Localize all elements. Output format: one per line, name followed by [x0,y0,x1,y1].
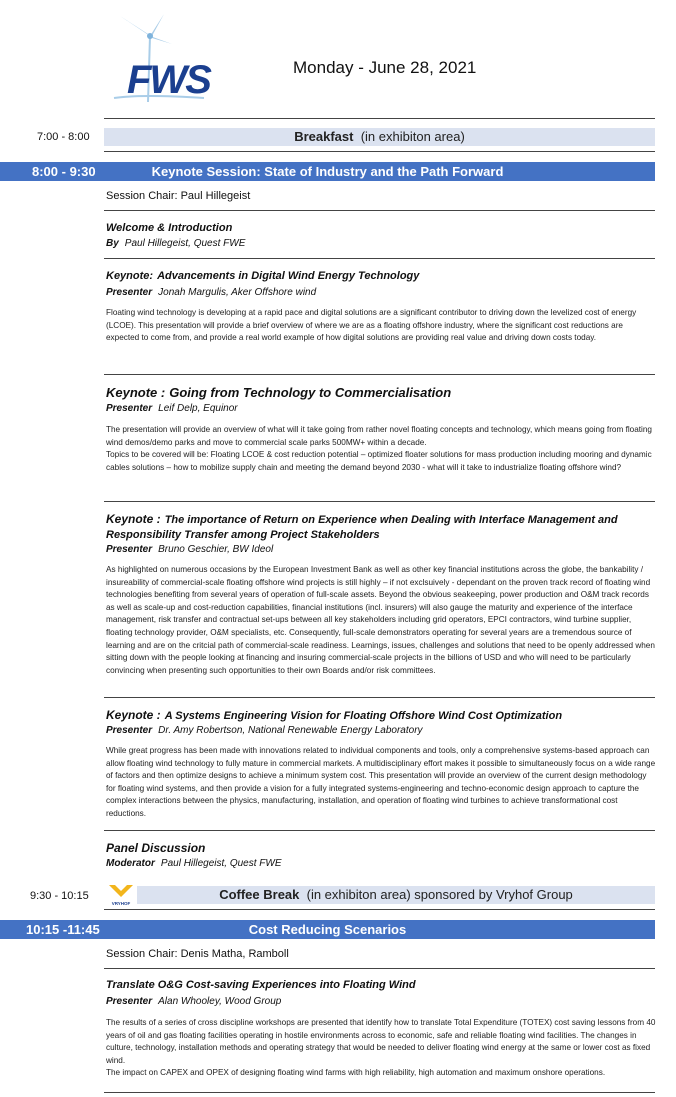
panel-title: Panel Discussion [106,841,206,855]
breakfast-bar [104,128,655,146]
keynote-session-time: 8:00 - 9:30 [32,164,96,179]
breakfast-label: Breakfast [294,129,354,144]
welcome-title: Welcome & Introduction [106,222,233,234]
talk-abstract: The presentation will provide an overview of what will it take going from rather novel floating concepts and technology, which means going from floating wind demos/demo parks and move to commercial scale parks 500MW+ within a decade. Topics to be covered will be: Floating LCOE & cost reduction potential – optimized floater solutions for mass production including mooring and dynamic cables solutions – how to mobilize supply chain and meeting the demand beyond 2030 - what will it take to industrialize floating offshore wind? [106,425,652,472]
divider [104,258,655,259]
divider [104,151,655,152]
cost-session-time: 10:15 -11:45 [26,922,100,937]
coffee-time: 9:30 - 10:15 [30,890,89,902]
talk-title: Keynote : Going from Technology to Commercialisation [106,385,452,400]
divider [104,968,655,969]
divider [104,1092,655,1093]
panel-moderator: Moderator Paul Hillegeist, Quest FWE [106,858,282,869]
svg-text:VRYHOF: VRYHOF [111,901,131,906]
divider [104,697,655,698]
talk-presenter: Presenter Jonah Margulis, Aker Offshore wind [106,287,317,298]
logo-text: FWS [127,58,210,102]
talk-presenter: Presenter Bruno Geschier, BW Ideol [106,544,274,555]
breakfast-time: 7:00 - 8:00 [37,131,90,143]
page-date: Monday - June 28, 2021 [293,58,477,77]
vryhof-chevron-icon [107,883,135,907]
talk-abstract: While great progress has been made with innovations related to individual components and tools, only a comprehensive systems-based approach can allow floating wind technology to fully mature in commercial markets. A multidisciplinary effort makes it possible to simultaneously focus on a wide range of factors and then optimize designs to achieve a minimum system cost. This presentation will provide an overview of the current design methodology for floating wind systems, and then provide a vision for a fully integrated systems-engineering and techno-economic design approach to capture the complex interactions between the physics, manufacturing, installation, and operation of floating wind turbines to achieve transformational cost reductions. [106,746,656,818]
cost-session-title: Cost Reducing Scenarios [248,922,407,937]
divider [104,909,655,910]
coffee-note: (in exhibiton area) sponsored by Vryhof Group [306,887,573,902]
keynote-session-chair: Session Chair: Paul Hillegeist [106,190,251,202]
divider [104,118,655,119]
keynote-session-title: Keynote Session: State of Industry and the Path Forward [151,164,504,179]
talk-presenter: Presenter Leif Delp, Equinor [106,403,238,414]
talk-abstract: The results of a series of cross discipline workshops are presented that identify how to translate Total Expenditure (TOTEX) cost saving lessons from 40 years of oil and gas floating facilities operating in hostile environments across to economic, safe and reliable floating wind facilities. The changes in culture, technology, installation methods and operating strategy that would be needed to deliver floating wind energy at the same or lower cost as fixed wind. The impact on CAPEX and OPEX of designing floating wind farms with high reliability, high automation and maximum onshore operations. [106,1018,656,1078]
cost-session-bar [0,920,655,939]
talk-title: Keynote : A Systems Engineering Vision for Floating Offshore Wind Cost Optimization [106,708,563,722]
talk-title: Translate O&G Cost-saving Experiences into Floating Wind [106,979,416,991]
coffee-label: Coffee Break [219,887,300,902]
talk-abstract: As highlighted on numerous occasions by the European Investment Bank as well as other key financial institutions across the globe, the bankability / insureability of commercial-scale floating offshore wind projects is still highly – if not exclsuively - dependant on the proven track record of floating wind technologies benefiting from several years of operation of full-scale assets. Beyond the obvious seakeeping, power production and O&M track records as well as scale-up and cost-reduction capabilities, financial institutions (incl. insurers) will also gauge the maturity and experience of the interface management, risk transfer and contractual set-ups between all key stakeholders including grid operators, EPCI contractors, wind turbine supplier, floating technology provider, O&M specialists, etc. Consequently, full-scale demonstrators operating for several years are a tremendous source of learning and are on the critcial path of commercial-scale readiness. Learnings, issues, challenges and solutions that need to be openly addressed when sitting down with the people looking at financing and insuring commercial-scale projects in the billions of USD and who will need to be particularly convincing when presenting such opportunities to their own Boards and/or risk committees. [106,565,655,675]
fws-logo [112,14,208,106]
keynote-session-bar [0,162,655,181]
vryhof-logo [107,883,135,907]
talk-presenter: Presenter Dr. Amy Robertson, National Renewable Energy Laboratory [106,725,423,736]
talk-presenter: Presenter Alan Whooley, Wood Group [106,996,282,1007]
breakfast-note: (in exhibiton area) [360,129,465,144]
divider [104,210,655,211]
talk-title: Keynote : The importance of Return on Experience when Dealing with Interface Management and Responsibility Transfer among Project Stakeholders [106,512,618,541]
divider [104,374,655,375]
talk-abstract: Floating wind technology is developing at a rapid pace and digital solutions are a significant contributor to driving down the levelized cost of energy (LCOE). This presentation will provide a brief overview of where we are as a floating offshore industry, where the significant cost reductions are expected to come from, and provide a real world example of how digital solutions are providing real value and driving down costs today. [106,308,637,343]
divider [104,830,655,831]
talk-title: Keynote: Advancements in Digital Wind Energy Technology [106,270,420,282]
welcome-by: By Paul Hillegeist, Quest FWE [106,238,246,249]
coffee-bar [137,886,655,904]
divider [104,501,655,502]
cost-session-chair: Session Chair: Denis Matha, Ramboll [106,948,289,960]
